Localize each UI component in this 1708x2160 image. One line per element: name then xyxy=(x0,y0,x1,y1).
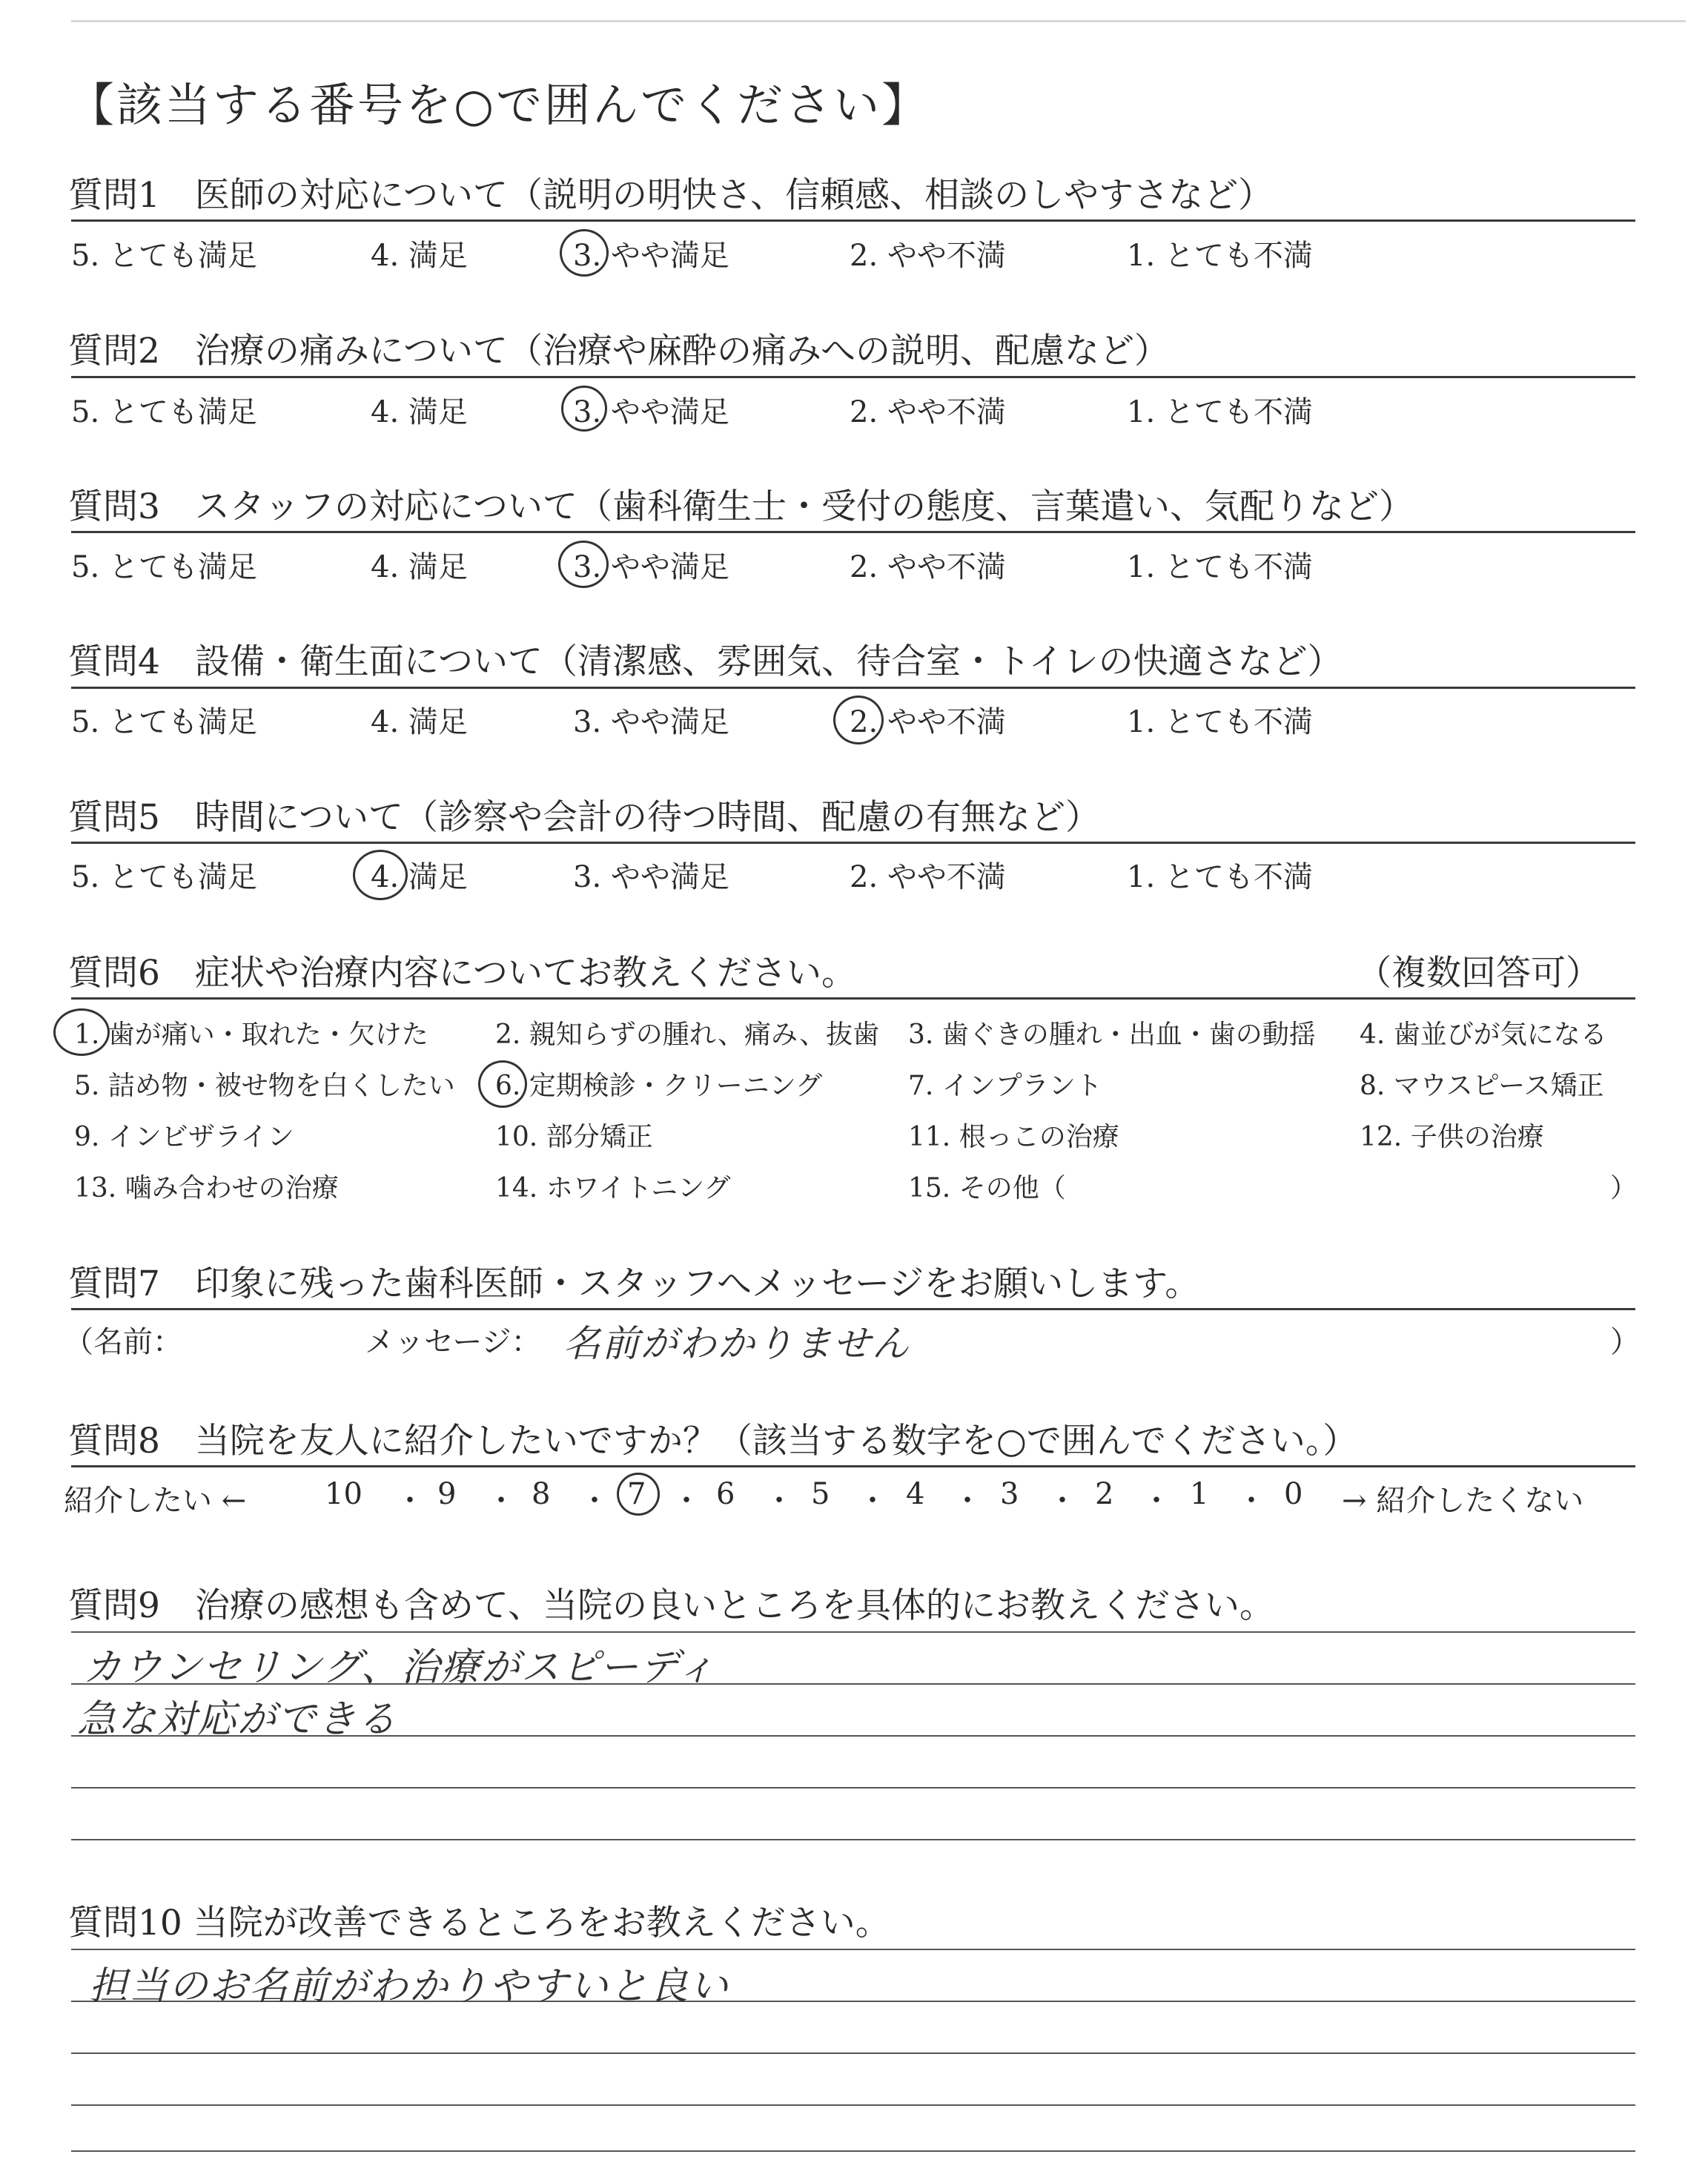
q10-answer-1[interactable]: 担当のお名前がわかりやすいと良い xyxy=(89,1964,730,2009)
q6-selected-circle-1 xyxy=(53,1008,110,1056)
q7-rule xyxy=(71,1308,1635,1310)
q10-line-1 xyxy=(71,1949,1635,1950)
q6-title: 質問6 症状や治療内容についてお教えください。 xyxy=(68,953,856,994)
q3-selected-circle xyxy=(558,541,609,588)
q2-option-2[interactable]: 2. やや不満 xyxy=(850,395,1006,429)
q6-rule xyxy=(71,997,1635,1000)
q2-title: 質問2 治療の痛みについて（治療や麻酔の痛みへの説明、配慮など） xyxy=(68,331,1170,371)
q5-option-4[interactable]: 4. 満足 xyxy=(371,860,468,894)
q6-item-7[interactable]: 7. インプラント xyxy=(908,1071,1102,1101)
q8-selected-circle xyxy=(617,1473,660,1516)
q2-rule xyxy=(71,376,1635,378)
q6-item-6[interactable]: 6. 定期検診・クリーニング xyxy=(495,1071,823,1101)
q2-option-3[interactable]: 3. やや満足 xyxy=(573,395,729,429)
q8-dot: ・ xyxy=(580,1484,609,1518)
q9-line-1 xyxy=(71,1631,1635,1633)
q9-title: 質問9 治療の感想も含めて、当院の良いところを具体的にお教えください。 xyxy=(68,1585,1274,1626)
q8-title: 質問8 当院を友人に紹介したいですか？（該当する数字を○で囲んでください。） xyxy=(68,1421,1358,1462)
q8-dot: ・ xyxy=(395,1484,425,1518)
q8-dot: ・ xyxy=(858,1484,887,1518)
q6-item-2[interactable]: 2. 親知らずの腫れ、痛み、抜歯 xyxy=(495,1020,880,1050)
q9-answer-2[interactable]: 急な対応ができる xyxy=(77,1697,398,1742)
q1-rule xyxy=(71,219,1635,222)
q7-name-label: （名前： xyxy=(64,1325,182,1359)
q6-item-12[interactable]: 12. 子供の治療 xyxy=(1360,1122,1544,1152)
q5-title: 質問5 時間について（診察や会計の待つ時間、配慮の有無など） xyxy=(68,797,1100,838)
q6-item-3[interactable]: 3. 歯ぐきの腫れ・出血・歯の動揺 xyxy=(908,1020,1316,1050)
q2-selected-circle xyxy=(561,386,607,432)
q5-option-2[interactable]: 2. やや不満 xyxy=(850,860,1006,894)
q9-answer-1[interactable]: カウンセリング、治療がスピーディ xyxy=(83,1645,717,1690)
q10-line-3 xyxy=(71,2052,1635,2054)
q5-selected-circle xyxy=(353,850,408,900)
q3-rule xyxy=(71,531,1635,533)
q6-note: （複数回答可） xyxy=(1357,953,1601,994)
q5-option-3[interactable]: 3. やや満足 xyxy=(573,860,729,894)
q8-score-5[interactable]: 5 xyxy=(811,1477,830,1511)
q4-option-4[interactable]: 4. 満足 xyxy=(371,705,468,739)
q6-item-11[interactable]: 11. 根っこの治療 xyxy=(908,1122,1119,1152)
q7-title: 質問7 印象に残った歯科医師・スタッフへメッセージをお願いします。 xyxy=(68,1264,1200,1304)
q8-score-2[interactable]: 2 xyxy=(1095,1477,1114,1511)
q3-option-4[interactable]: 4. 満足 xyxy=(371,550,468,584)
q8-dot: ・ xyxy=(1047,1484,1077,1518)
q8-score-9[interactable]: 9 xyxy=(437,1477,457,1511)
q10-line-5 xyxy=(71,2150,1635,2152)
q6-item-1[interactable]: 1. 歯が痛い・取れた・欠けた xyxy=(74,1020,428,1050)
q5-option-5[interactable]: 5. とても満足 xyxy=(71,860,257,894)
q2-option-1[interactable]: 1. とても不満 xyxy=(1127,395,1313,429)
q8-left-label: 紹介したい ← xyxy=(64,1484,247,1518)
q3-title: 質問3 スタッフの対応について（歯科衛生士・受付の態度、言葉遣い、気配りなど） xyxy=(68,486,1414,527)
q8-rule xyxy=(71,1465,1635,1467)
q1-selected-circle xyxy=(560,229,609,277)
q6-item-9[interactable]: 9. インビザライン xyxy=(74,1122,294,1152)
q7-message-label: メッセージ： xyxy=(365,1325,541,1359)
q8-dot: ・ xyxy=(672,1484,701,1518)
q6-item-13[interactable]: 13. 噛み合わせの治療 xyxy=(74,1173,339,1203)
q1-title: 質問1 医師の対応について（説明の明快さ、信頼感、相談のしやすさなど） xyxy=(68,175,1274,216)
q8-score-3[interactable]: 3 xyxy=(1000,1477,1019,1511)
q3-option-5[interactable]: 5. とても満足 xyxy=(71,550,257,584)
q6-selected-circle-6 xyxy=(478,1060,527,1108)
q4-rule xyxy=(71,687,1635,689)
q8-score-0[interactable]: 0 xyxy=(1284,1477,1303,1511)
q6-item-8[interactable]: 8. マウスピース矯正 xyxy=(1360,1071,1604,1101)
q8-score-4[interactable]: 4 xyxy=(906,1477,925,1511)
q6-item-15-close: ） xyxy=(1610,1173,1638,1203)
q6-item-14[interactable]: 14. ホワイトニング xyxy=(495,1173,731,1203)
q8-dot: ・ xyxy=(486,1484,516,1518)
q2-option-5[interactable]: 5. とても満足 xyxy=(71,395,257,429)
q4-option-5[interactable]: 5. とても満足 xyxy=(71,705,257,739)
q1-option-1[interactable]: 1. とても不満 xyxy=(1127,239,1313,273)
q1-option-3[interactable]: 3. やや満足 xyxy=(573,239,729,273)
q8-score-7[interactable]: 7 xyxy=(627,1477,646,1511)
q6-item-5[interactable]: 5. 詰め物・被せ物を白くしたい xyxy=(74,1071,455,1101)
q8-score-10[interactable]: 10 xyxy=(325,1477,363,1511)
q8-dot: ・ xyxy=(953,1484,982,1518)
q10-line-4 xyxy=(71,2104,1635,2106)
q1-option-4[interactable]: 4. 満足 xyxy=(371,239,468,273)
q9-line-4 xyxy=(71,1787,1635,1789)
q5-option-1[interactable]: 1. とても不満 xyxy=(1127,860,1313,894)
q7-message-value[interactable]: 名前がわかりません xyxy=(563,1322,910,1365)
q6-item-15[interactable]: 15. その他（ xyxy=(908,1173,1066,1203)
q8-score-1[interactable]: 1 xyxy=(1190,1477,1209,1511)
q3-option-1[interactable]: 1. とても不満 xyxy=(1127,550,1313,584)
q8-dot: ・ xyxy=(764,1484,794,1518)
page-heading: 【該当する番号を○で囲んでください】 xyxy=(68,78,930,132)
q1-option-5[interactable]: 5. とても満足 xyxy=(71,239,257,273)
q8-dot: ・ xyxy=(1142,1484,1171,1518)
top-border xyxy=(71,20,1686,22)
q7-close-paren: ） xyxy=(1610,1325,1640,1359)
q3-option-3[interactable]: 3. やや満足 xyxy=(573,550,729,584)
q8-dot: ・ xyxy=(1237,1484,1266,1518)
q3-option-2[interactable]: 2. やや不満 xyxy=(850,550,1006,584)
q6-item-4[interactable]: 4. 歯並びが気になる xyxy=(1360,1020,1607,1050)
q8-right-label: → 紹介したくない xyxy=(1342,1484,1584,1518)
q10-title: 質問10 当院が改善できるところをお教えください。 xyxy=(68,1903,890,1943)
q4-title: 質問4 設備・衛生面について（清潔感、雰囲気、待合室・トイレの快適さなど） xyxy=(68,641,1343,682)
q2-option-4[interactable]: 4. 満足 xyxy=(371,395,468,429)
q4-option-2[interactable]: 2. やや不満 xyxy=(850,705,1006,739)
q8-score-8[interactable]: 8 xyxy=(532,1477,551,1511)
q1-option-2[interactable]: 2. やや不満 xyxy=(850,239,1006,273)
q6-item-10[interactable]: 10. 部分矯正 xyxy=(495,1122,653,1152)
q9-line-5 xyxy=(71,1839,1635,1840)
q8-score-6[interactable]: 6 xyxy=(716,1477,735,1511)
q4-option-3[interactable]: 3. やや満足 xyxy=(573,705,729,739)
q4-selected-circle xyxy=(833,696,884,744)
q5-rule xyxy=(71,842,1635,844)
q4-option-1[interactable]: 1. とても不満 xyxy=(1127,705,1313,739)
